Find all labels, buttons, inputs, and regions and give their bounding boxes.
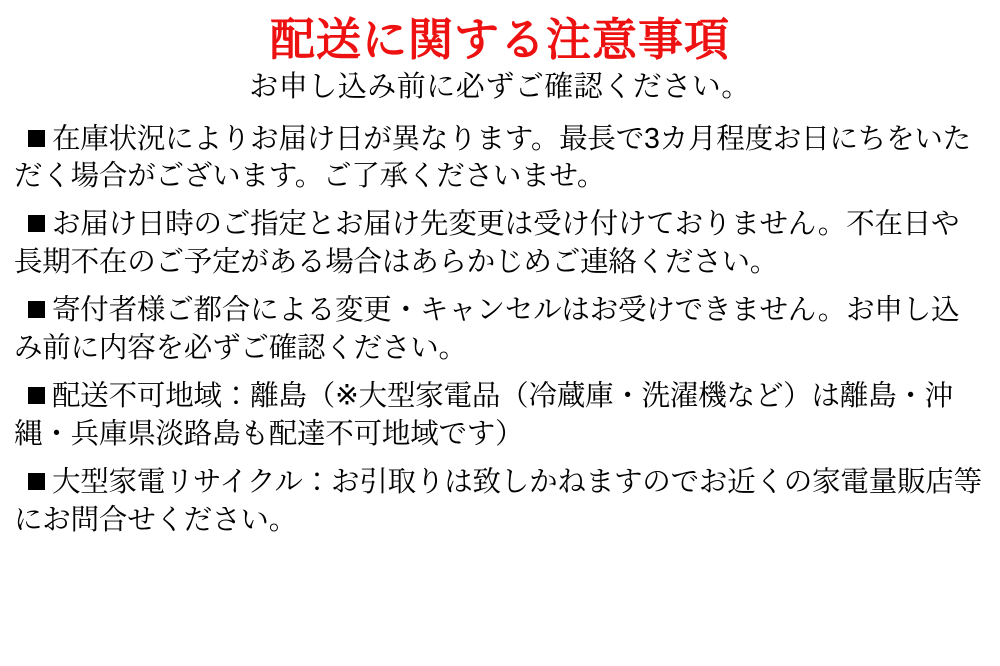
list-item-text: 在庫状況によりお届け日が異なります。最長で3カ月程度お日にちをいただく場合がございます。ご了承くださいませ。: [14, 122, 971, 193]
list-item: [14, 378, 986, 454]
square-bullet-icon: [28, 387, 45, 404]
list-item-text: 大型家電リサイクル：お引取りは致しかねますのでお近くの家電量販店等にお問合せください。: [14, 465, 982, 536]
square-bullet-icon: [28, 215, 45, 232]
list-item: [14, 464, 986, 540]
list-item-text: 配送不可地域：離島（※大型家電品（冷蔵庫・洗濯機など）は離島・沖縄・兵庫県淡路島も配達不可地域です）: [14, 379, 953, 450]
list-item: [14, 292, 986, 368]
square-bullet-icon: [28, 130, 45, 147]
list-item-text: 寄付者様ご都合による変更・キャンセルはお受けできません。お申し込み前に内容を必ずご確認ください。: [14, 294, 960, 364]
square-bullet-icon: [28, 473, 45, 490]
list-item: [14, 206, 986, 282]
page-title: 配送に関する注意事項: [269, 14, 730, 65]
list-item-text: お届け日時のご指定とお届け先変更は受け付けておりません。不在日や長期不在のご予定がある場合はあらかじめご連絡ください。: [14, 208, 960, 279]
square-bullet-icon: [28, 301, 45, 318]
notice-list: [14, 121, 986, 540]
list-item: [14, 121, 986, 197]
page-subtitle: お申し込み前に必ずご確認ください。: [249, 70, 751, 103]
